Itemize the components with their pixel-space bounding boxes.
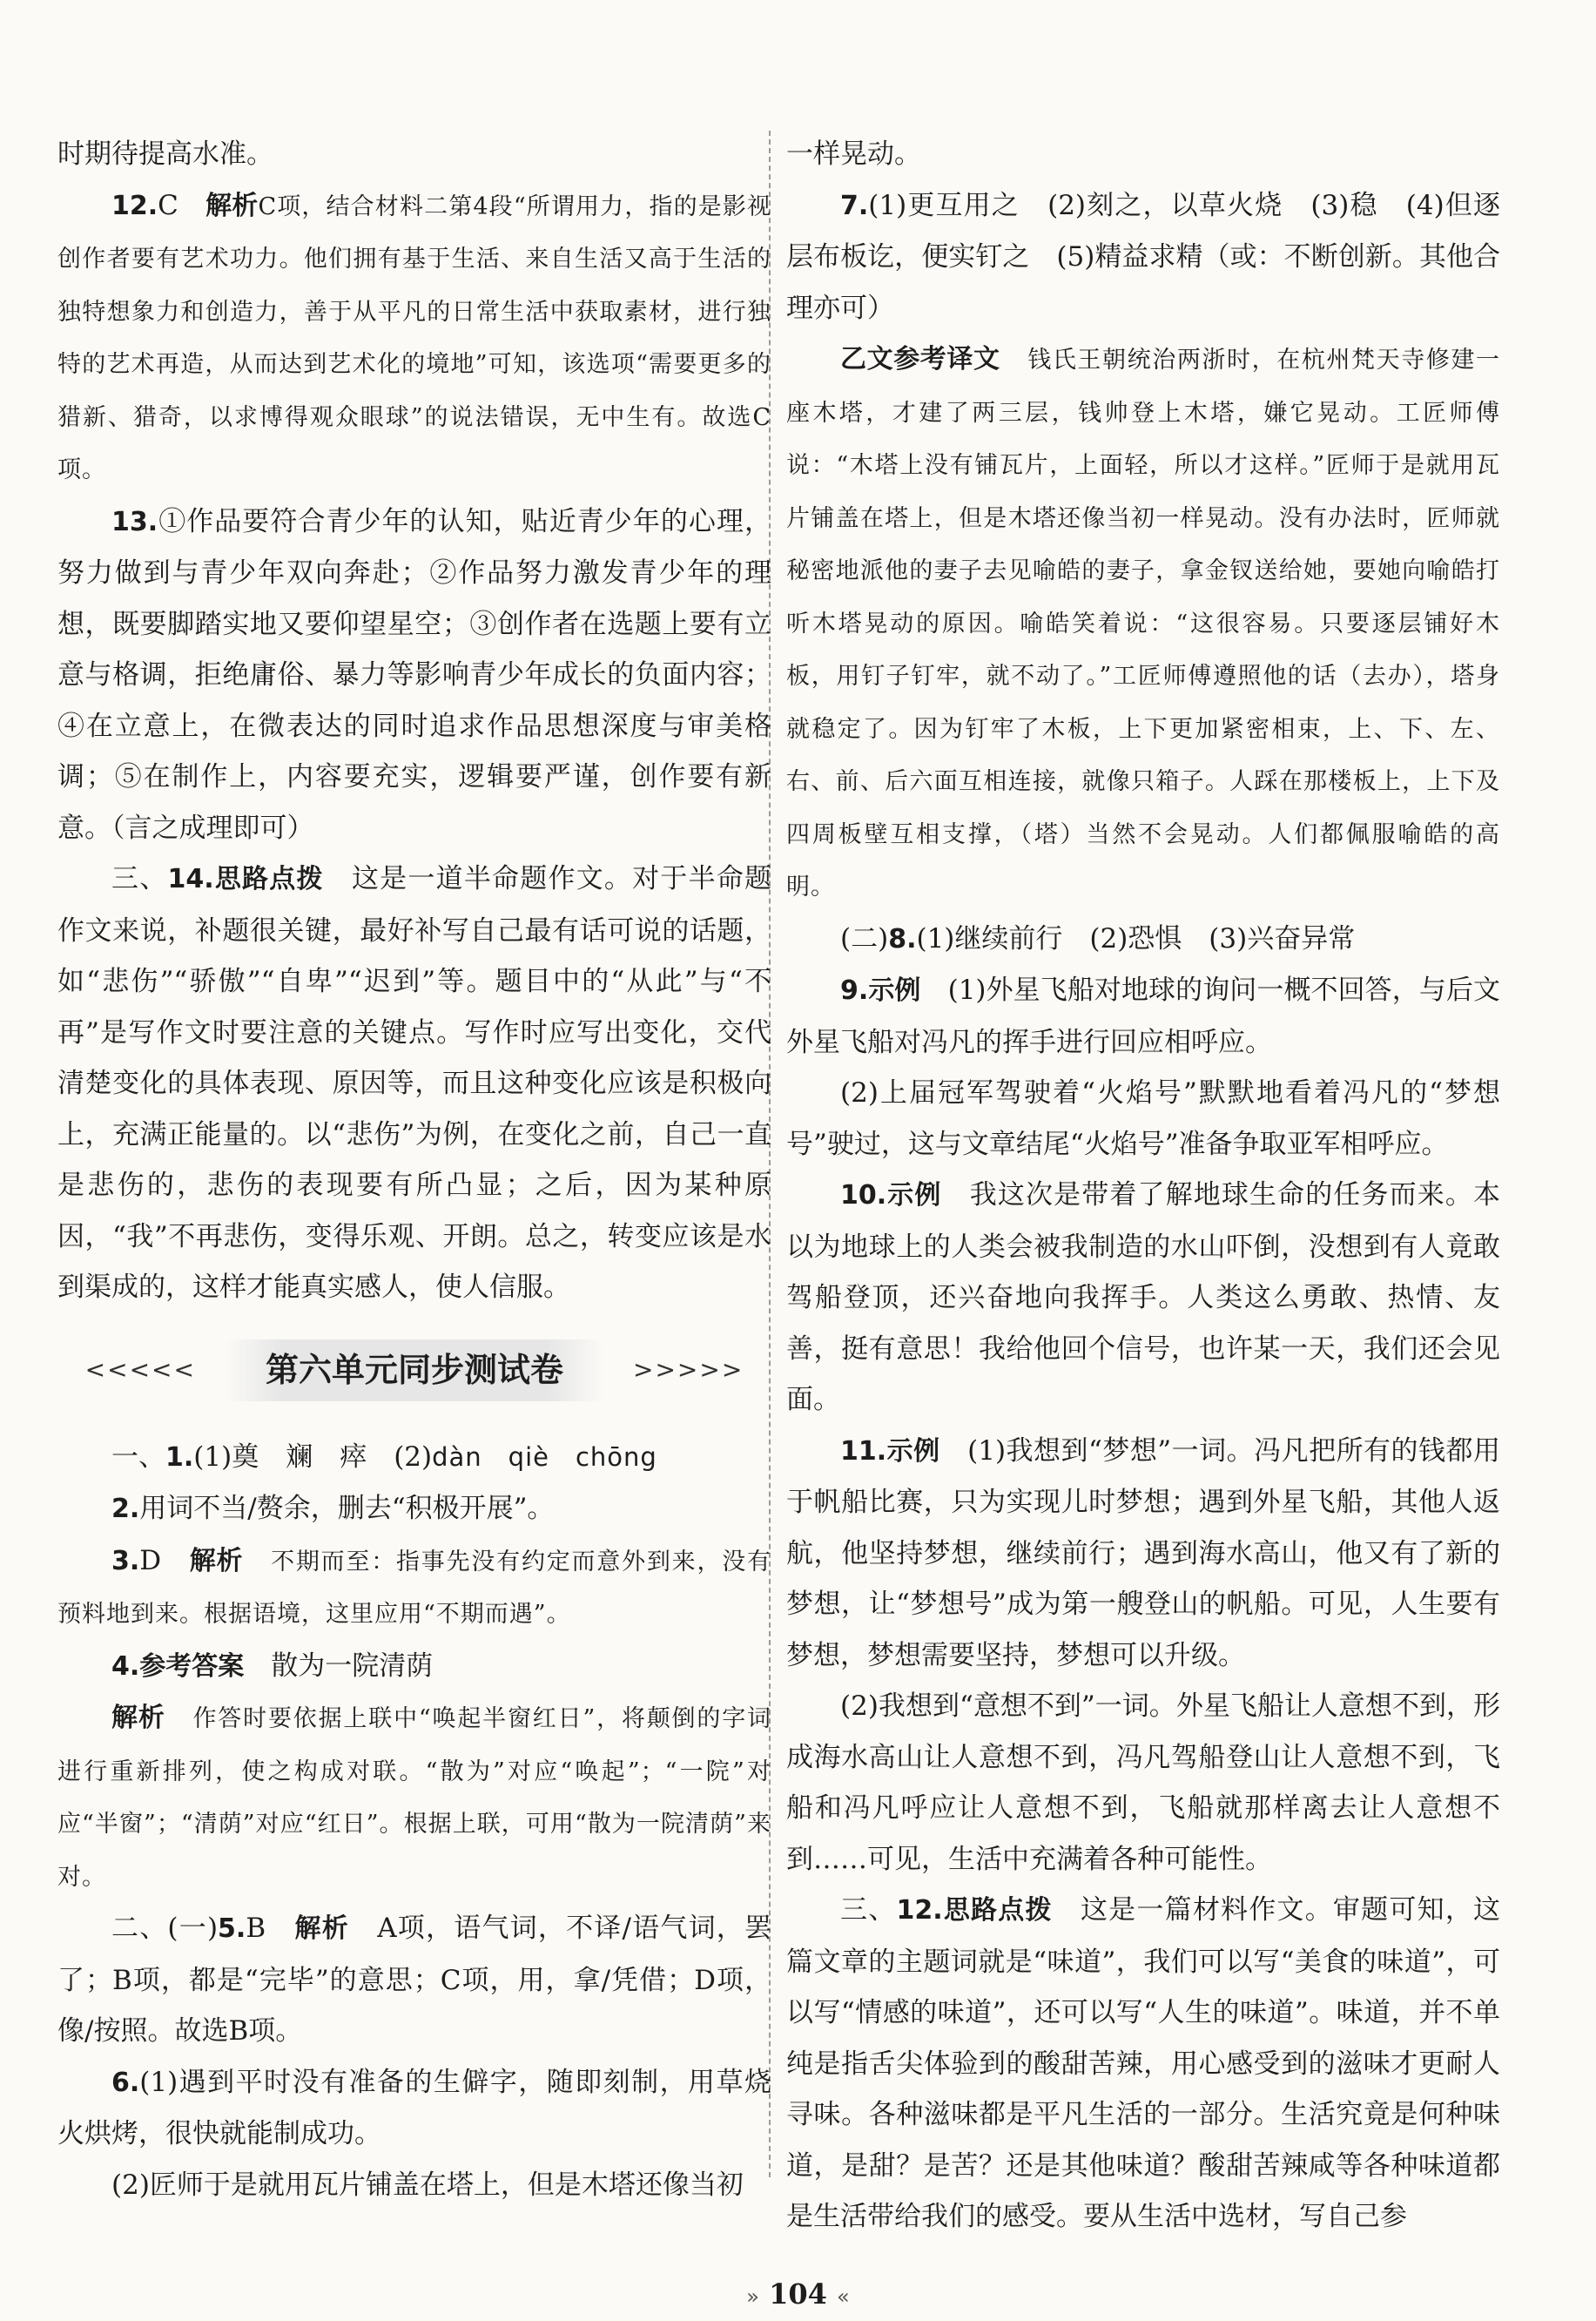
- banner-right-arrows: >>>>>: [633, 1355, 744, 1385]
- answer-14: [57, 854, 771, 1313]
- tag-analysis: 解析: [111, 1703, 165, 1733]
- answer-5: [57, 1903, 771, 2057]
- answer-9: [786, 965, 1500, 1068]
- tag-example: 示例: [868, 975, 921, 1006]
- answer-choice: C: [158, 189, 178, 221]
- question-number: 14.: [167, 864, 214, 894]
- section-title: 第六单元同步测试卷: [226, 1339, 603, 1401]
- question-number: 8.: [888, 923, 917, 955]
- answer-text: 散为一院清荫: [271, 1650, 434, 1682]
- answer-choice: D: [139, 1544, 162, 1576]
- answer-1: [57, 1432, 771, 1484]
- question-number: 12.: [111, 190, 158, 221]
- question-number: 1.: [165, 1441, 194, 1473]
- chevron-right-icon: »: [746, 2284, 759, 2309]
- answer-8: [786, 914, 1500, 966]
- pinyin: dàn qiè chōng: [432, 1441, 657, 1472]
- answer-7: [786, 180, 1500, 334]
- translation: [786, 334, 1500, 914]
- answer-12-essay: [786, 1885, 1500, 2243]
- tag-hint: 思路点拨: [213, 864, 324, 894]
- section-banner: [57, 1327, 771, 1414]
- answer-4: [57, 1641, 771, 1693]
- answer-text: 这是一道半命题作文。对于半命题作文来说，补题很关键，最好补写自己最有话可说的话题，如“悲伤”“骄傲”“自卑”“迟到”等。题目中的“从此”与“不再”是写作文时要注意的关键点。写作时应写出变化，交代清楚变化的具体表现、原因等，而且这种变化应该是积极向上，充满正能量的。以“悲伤”为例，在变化之前，自己一直是悲伤的，悲伤的表现要有所凸显；之后，因为某种原因，“我”不再悲伤，变得乐观、开朗。总之，转变应该是水到渠成的，这样才能真实感人，使人信服。: [57, 863, 772, 1303]
- answer-text: (1)奠 斓 瘁 (2): [193, 1441, 433, 1473]
- answer-6: [57, 2057, 771, 2160]
- answer-text: 这是一篇材料作文。审题可知，这篇文章的主题词就是“味道”，我们可以写“美食的味道”，可以写“情感的味道”，还可以写“人生的味道”。味道，并不单纯是指舌尖体验到的酸甜苦辣，用心感受到的滋味才更耐人寻味。各种滋味都是平凡生活的一部分。生活究竟是何种味道，是甜？是苦？还是其他味道？酸甜苦辣咸等各种味道都是生活带给我们的感受。要从生活中选材，写自己参: [786, 1894, 1501, 2232]
- answer-11-2: (2)我想到“意想不到”一词。外星飞船让人意想不到，形成海水高山让人意想不到，冯凡驾船登山让人意想不到，飞船和冯凡呼应让人意想不到，飞船就那样离去让人意想不到……可见，生活中充满着各种可能性。: [786, 1690, 1500, 1875]
- section-prefix: (二): [840, 922, 889, 955]
- answer-text: A项，语气词，不译/语气词，罢了；B项，都是“完毕”的意思；C项，用，拿/凭借；D项，像/按照。故选B项。: [57, 1913, 772, 2047]
- answer-13: [57, 496, 771, 854]
- answer-text: 作答时要依据上联中“唤起半窗红日”，将颠倒的字词进行重新排列，使之构成对联。“散为”对应“唤起”；“一院”对应“半窗”；“清荫”对应“红日”。根据上联，可用“散为一院清荫”来对。: [57, 1705, 772, 1891]
- tag-example: 示例: [886, 1435, 940, 1467]
- answer-3: [57, 1535, 771, 1641]
- question-number: 2.: [111, 1494, 140, 1524]
- section-prefix: 三、: [840, 1894, 897, 1926]
- right-column: [786, 129, 1500, 2243]
- translation-text: 钱氏王朝统治两浙时，在杭州梵天寺修建一座木塔，才建了两三层，钱帅登上木塔，嫌它晃动。工匠师傅说：“木塔上没有铺瓦片，上面轻，所以才这样。”匠师于是就用瓦片铺盖在塔上，但是木塔还像当初一样晃动。没有办法时，匠师就秘密地派他的妻子去见喻皓的妻子，拿金钗送给她，要她向喻皓打听木塔晃动的原因。喻皓笑着说：“这很容易。只要逐层铺好木板，用钉子钉牢，就不动了。”工匠师傅遵照他的话（去办），塔身就稳定了。因为钉牢了木板，上下更加紧密相束，上、下、左、右、前、后六面互相连接，就像只箱子。人踩在那楼板上，上下及四周板壁互相支撑，（塔）当然不会晃动。人们都佩服喻皓的高明。: [786, 347, 1501, 901]
- tag-translation: 乙文参考译文: [840, 344, 1000, 374]
- answer-text: (1)更互用之 (2)刻之，以草火烧 (3)稳 (4)但逐层布板讫，便实钉之 (5)精益求精（或：不断创新。其他合理亦可）: [786, 189, 1500, 324]
- question-number: 4.: [111, 1650, 140, 1682]
- page-number: 104: [769, 2277, 827, 2311]
- answer-text: C项，结合材料二第4段“所谓用力，指的是影视创作者要有艺术功力。他们拥有基于生活、来自生活又高于生活的独特想象力和创造力，善于从平凡的日常生活中获取素材，进行独特的艺术再造，从而达到艺术化的境地”可知，该选项“需要更多的猎新、猎奇，以求博得观众眼球”的说法错误，无中生有。故选C项。: [57, 192, 772, 483]
- answer-9-2: (2)上届冠军驾驶着“火焰号”默默地看着冯凡的“梦想号”驶过，这与文章结尾“火焰号”准备争取亚军相呼应。: [786, 1077, 1500, 1160]
- answer-text: 用词不当/赘余，删去“积极开展”。: [139, 1493, 555, 1524]
- section-prefix: 三、: [111, 863, 168, 894]
- answer-12: [57, 180, 771, 496]
- answer-6-2: (2)匠师于是就用瓦片铺盖在塔上，但是木塔还像当初: [111, 2169, 744, 2201]
- question-number: 7.: [840, 190, 869, 221]
- paragraph: 时期待提高水准。: [57, 138, 273, 170]
- left-column: [57, 129, 771, 2210]
- banner-left-arrows: <<<<<: [84, 1355, 196, 1385]
- section-prefix: 二、(一): [111, 1913, 219, 1944]
- question-number: 11.: [840, 1435, 887, 1467]
- tag-example: 示例: [886, 1180, 942, 1211]
- tag-analysis: 解析: [294, 1913, 349, 1944]
- section-prefix: 一、: [111, 1441, 165, 1473]
- tag-analysis: 解析: [205, 190, 259, 221]
- answer-4-analysis: [57, 1692, 771, 1903]
- tag-hint: 思路点拨: [942, 1895, 1053, 1926]
- answer-2: [57, 1483, 771, 1535]
- answer-10: [786, 1170, 1500, 1426]
- answer-text: ①作品要符合青少年的认知，贴近青少年的心理，努力做到与青少年双向奔赴；②作品努力激发青少年的理想，既要脚踏实地又要仰望星空；③创作者在选题上要有立意与格调，拒绝庸俗、暴力等影响青少年成长的负面内容；④在立意上，在微表达的同时追求作品思想深度与审美格调；⑤在制作上，内容要充实，逻辑要严谨，创作要有新意。（言之成理即可）: [57, 505, 771, 844]
- question-number: 9.: [840, 975, 869, 1006]
- answer-choice: B: [246, 1913, 266, 1944]
- tag-analysis: 解析: [189, 1545, 244, 1576]
- paragraph: 一样晃动。: [786, 138, 921, 170]
- answer-text: 我这次是带着了解地球生命的任务而来。本以为地球上的人类会被我制造的水山吓倒，没想到有人竟敢驾船登顶，还兴奋地向我挥手。人类这么勇敢、热情、友善，挺有意思！我给他回个信号，也许某一天，我们还会见面。: [786, 1179, 1501, 1415]
- question-number: 10.: [840, 1180, 887, 1211]
- tag-reference: 参考答案: [139, 1650, 245, 1682]
- answer-text: (1)外星飞船对地球的询问一概不回答，与后文外星飞船对冯凡的挥手进行回应相呼应。: [786, 975, 1500, 1058]
- page-footer: [0, 2277, 1596, 2311]
- question-number: 13.: [111, 506, 158, 537]
- answer-text: (1)继续前行 (2)恐惧 (3)兴奋异常: [916, 922, 1356, 955]
- question-number: 5.: [218, 1913, 246, 1944]
- answer-11: [786, 1426, 1500, 1682]
- answer-text: 不期而至：指事先没有约定而意外到来，没有预料地到来。根据语境，这里应用“不期而遇”。: [57, 1548, 772, 1628]
- question-number: 12.: [896, 1895, 943, 1926]
- question-number: 3.: [111, 1545, 140, 1576]
- answer-text: (1)遇到平时没有准备的生僻字，随即刻制，用草烧火烘烤，很快就能制成功。: [57, 2066, 771, 2149]
- chevron-left-icon: «: [837, 2284, 850, 2309]
- answer-text: (1)我想到“梦想”一词。冯凡把所有的钱都用于帆船比赛，只为实现儿时梦想；遇到外星飞船，其他人返航，他坚持梦想，继续前行；遇到海水高山，他又有了新的梦想，让“梦想号”成为第一艘登山的帆船。可见，人生要有梦想，梦想需要坚持，梦想可以升级。: [786, 1434, 1501, 1671]
- question-number: 6.: [111, 2067, 140, 2098]
